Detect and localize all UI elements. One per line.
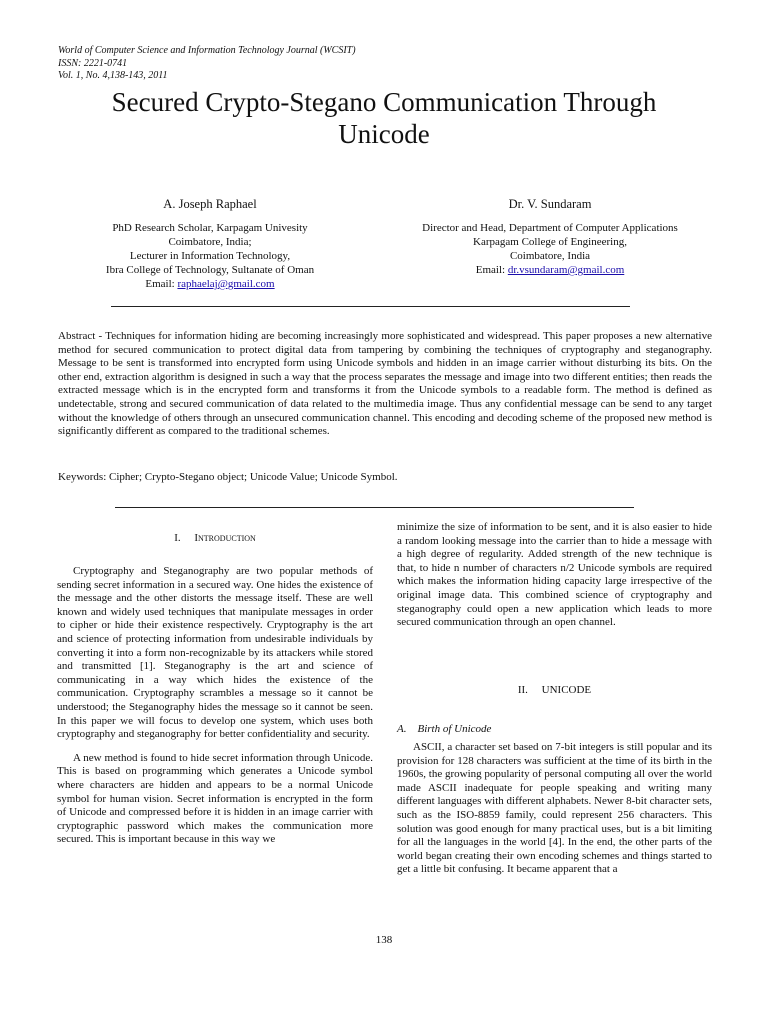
section-title: UNICODE <box>541 684 592 696</box>
author-block-1 <box>60 197 360 291</box>
subsection-heading: A. Birth of Unicode <box>397 723 492 735</box>
section-title: Introduction <box>194 532 256 544</box>
divider <box>111 306 630 307</box>
column-right <box>397 521 712 640</box>
paper-title <box>0 86 768 150</box>
author-name: Dr. V. Sundaram <box>508 197 592 211</box>
section-heading-introduction <box>57 532 373 544</box>
journal-volume: Vol. 1, No. 4,138-143, 2011 <box>58 70 168 81</box>
column-right-continued <box>397 741 712 887</box>
paragraph: A new method is found to hide secret information through Unicode. This is based on programming which generates a Unicode symbol where characters are hidden and appears to be a normal Unicode symbol for human vision. Secret information is encrypted in the form of Unicode and compressed before it is hidden in an image carrier with cryptographic password which makes the communication more secured. This is important because in this way we <box>57 751 373 846</box>
paper-title-line1: Secured Crypto-Stegano Communication Through <box>111 87 657 117</box>
email-link[interactable]: dr.vsundaram@gmail.com <box>507 264 625 276</box>
divider <box>115 507 634 508</box>
column-left <box>57 565 373 857</box>
section-number: II. <box>517 684 528 696</box>
journal-name: World of Computer Science and Information Technology Journal (WCSIT) <box>58 45 356 56</box>
author-block-2 <box>390 197 710 277</box>
paragraph: Cryptography and Steganography are two popular methods of sending secret information in a secured way. One hides the existence of the message and the other distorts the message itself. These are well known and widely used techniques that manipulate messages in order to cipher or hide their existence respectively. Cryptography is the art and science of protecting information from undesirable individuals by converting it into a form non-recognizable by its attackers while stored and transmitted [1]. Steganography is the art and science of communicating in a way which hides the existence of the communication. Cryptography scrambles a message so it cannot be understood; the Steganography hides the message so it cannot be seen. In this paper we will focus to develop one system, which uses both cryptography and steganography for better confidentiality and security. <box>57 565 373 741</box>
paper-title-line2: Unicode <box>338 119 430 149</box>
author-affiliation-line: Coimbatore, India; <box>168 236 252 248</box>
keywords: Keywords: Cipher; Crypto-Stegano object; Unicode Value; Unicode Symbol. <box>58 471 398 483</box>
paragraph: minimize the size of information to be sent, and it is also easier to hide a random looking message into the carrier than to hide a message with a high degree of regularity. Added strength of the new technique is that, to hide n number of characters n/2 Unicode symbols are required which makes the information hiding capacity large irrespective of the original image data. This combined science of cryptography and steganography could open a new application which leads to more secured communication through an open channel. <box>397 521 712 629</box>
email-label: Email: <box>145 278 175 290</box>
author-name: A. Joseph Raphael <box>163 197 257 211</box>
author-email-row <box>60 277 360 291</box>
journal-issn: ISSN: 2221-0741 <box>58 57 128 69</box>
author-affiliation-line: Ibra College of Technology, Sultanate of Oman <box>105 264 315 276</box>
author-affiliation-line: Director and Head, Department of Computer Applications <box>422 222 678 234</box>
page-number: 138 <box>375 934 393 946</box>
journal-header <box>58 45 356 83</box>
author-affiliation-line: Karpagam College of Engineering, <box>473 236 627 248</box>
author-affiliation-line: PhD Research Scholar, Karpagam Univesity <box>112 222 308 234</box>
author-affiliation-line: Coimbatore, India <box>509 250 591 262</box>
email-link[interactable]: raphaelaj@gmail.com <box>177 278 275 290</box>
paragraph: ASCII, a character set based on 7-bit integers is still popular and its provision for 128 characters was sufficient at the time of its birth in the 1960s, the growing popularity of personal computing all over the world made ASCII inadequate for people speaking and writing many different languages with different alphabets. Newer 8-bit character sets, such as the ISO-8859 family, could represent 256 characters. This solution was good enough for many practical uses, but is a bit limiting for all the languages in the world [4]. In the end, the other parts of the world began creating their own encoding schemes and things started to get a little bit confusing. It became apparent that a <box>397 741 712 876</box>
email-label: Email: <box>475 264 506 276</box>
section-heading-unicode <box>397 684 712 696</box>
author-email-row <box>390 263 710 277</box>
abstract: Abstract - Techniques for information hiding are becoming increasingly more sophisticated and widespread. This paper proposes a new alternative method for secured communication to protect digital data from tampering by combining the techniques of cryptography and steganography. Message to be sent is transformed into encrypted form using Unicode symbols and hidden in an image carrier without disturbing its bits. On the other end, extraction algorithm is designed in such a way that the process separates the message and image into two different entities; then reads the extracted message which is in the encrypted form and transforms it from the Unicode symbols to a readable form. The method is defined as undetectable, strong and secured communication of data related to the multimedia image. Thus any confidential message can be send to any target without the knowledge of others through an unsecured communication channel. This encoding and decoding scheme of the proposed new method is significantly different as compared to the traditional schemes. <box>58 330 712 438</box>
author-affiliation-line: Lecturer in Information Technology, <box>129 250 291 262</box>
section-number: I. <box>174 532 181 544</box>
